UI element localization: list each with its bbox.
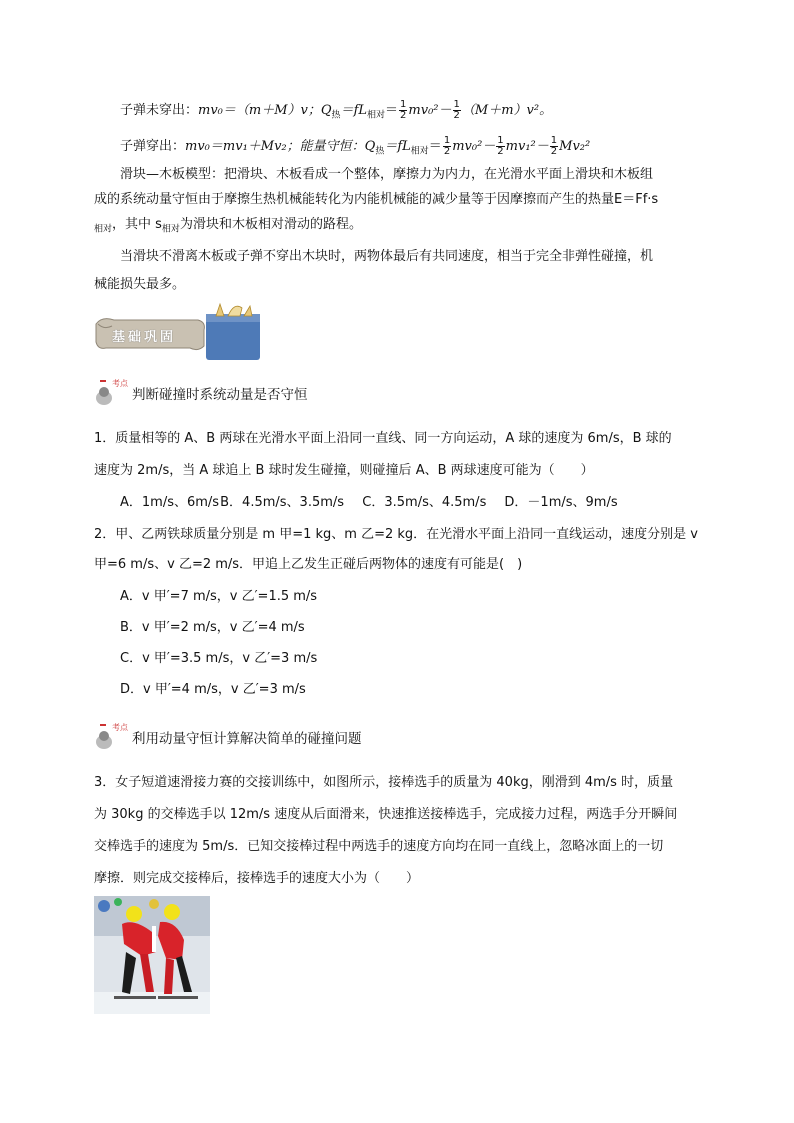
option-a[interactable]: A．1m/s、6m/s bbox=[120, 495, 220, 510]
equation-exit: 子弹穿出：mv₀＝mv₁＋Mv₂；能量守恒：$Q_热=fL_{相对}=$ $\frac{1}{2}$ mv₀²－ $\frac{1}{2}$ mv₁²－ $\frac{1}{2}$ Mv₂² bbox=[120, 135, 591, 157]
question-1-line: 1．质量相等的 A、B 两球在光滑水平面上沿同一直线、同一方向运动，A 球的速度为 6m/s，B 球的 bbox=[94, 431, 672, 446]
question-2-line: 2．甲、乙两铁球质量分别是 m 甲=1 kg、m 乙=2 kg．在光滑水平面上沿同一直线运动，速度分别是 v bbox=[94, 527, 698, 542]
fraction: $\frac{1}{2}$ bbox=[400, 99, 407, 121]
paragraph-line: 滑块—木板模型：把滑块、木板看成一个整体，摩擦力为内力，在光滑水平面上滑块和木板组 bbox=[120, 167, 654, 182]
paragraph-line: 当滑块不滑离木板或子弹不穿出木块时，两物体最后有共同速度，相当于完全非弹性碰撞，机 bbox=[120, 249, 654, 264]
option-c[interactable]: C．v 甲′=3.5 m/s，v 乙′=3 m/s bbox=[120, 651, 318, 666]
question-2-line: 甲=6 m/s、v 乙=2 m/s．甲追上乙发生正碰后两物体的速度有可能是( ) bbox=[94, 557, 523, 572]
option-b[interactable]: B．4.5m/s、3.5m/s bbox=[220, 495, 345, 510]
topic-title: 利用动量守恒计算解决简单的碰撞问题 bbox=[132, 731, 362, 747]
section-banner bbox=[94, 302, 266, 362]
kaodian-label: 考点 bbox=[112, 723, 128, 732]
option-a[interactable]: A．v 甲′=7 m/s，v 乙′=1.5 m/s bbox=[120, 589, 318, 604]
option-c[interactable]: C．3.5m/s、4.5m/s bbox=[362, 495, 487, 510]
topic-heading bbox=[94, 378, 308, 408]
question-3-line: 3．女子短道速滑接力赛的交接训练中，如图所示，接棒选手的质量为 40kg，刚滑到 4m/s 时，质量 bbox=[94, 775, 674, 790]
fraction: $\frac{1}{2}$ bbox=[550, 135, 558, 157]
question-1-line: 速度为 2m/s，当 A 球追上 B 球时发生碰撞，则碰撞后 A、B 两球速度可能为（ ） bbox=[94, 463, 594, 478]
option-b[interactable]: B．v 甲′=2 m/s，v 乙′=4 m/s bbox=[120, 620, 305, 635]
topic-title: 判断碰撞时系统动量是否守恒 bbox=[132, 387, 308, 403]
question-3-line: 摩擦．则完成交接棒后，接棒选手的速度大小为（ ） bbox=[94, 871, 420, 886]
speed-skaters-photo bbox=[94, 896, 210, 1014]
question-3-line: 为 30kg 的交棒选手以 12m/s 速度从后面滑来，快速推送接棒选手，完成接力过程，两选手分开瞬间 bbox=[94, 807, 678, 822]
fraction: $\frac{1}{2}$ bbox=[497, 135, 504, 157]
banner-label: 基础巩固 bbox=[112, 330, 177, 345]
fraction: $\frac{1}{2}$ bbox=[443, 135, 451, 157]
question-3-line: 交棒选手的速度为 5m/s．已知交接棒过程中两选手的速度方向均在同一直线上，忽略冰面上的一切 bbox=[94, 839, 664, 854]
kaodian-icon bbox=[94, 722, 130, 752]
topic-heading bbox=[94, 722, 362, 752]
question-1-options bbox=[120, 494, 618, 512]
kaodian-label: 考点 bbox=[112, 379, 128, 388]
paragraph-line: 械能损失最多。 bbox=[94, 277, 186, 292]
option-d[interactable]: D．v 甲′=4 m/s，v 乙′=3 m/s bbox=[120, 682, 306, 697]
kaodian-icon bbox=[94, 378, 130, 408]
paragraph-line: $_{相对}$，其中 $s_{相对}$为滑块和木板相对滑动的路程。 bbox=[94, 217, 362, 235]
fraction: $\frac{1}{2}$ bbox=[453, 99, 460, 121]
equation-no-exit: 子弹未穿出：mv₀＝（m＋M）v；$Q_热=fL_{相对}=$ $\frac{1}{2}$ mv₀²－ $\frac{1}{2}$ （M＋m）v²。 bbox=[120, 99, 553, 121]
paragraph-line: 成的系统动量守恒由于摩擦生热机械能转化为内能机械能的减少量等于因摩擦而产生的热量E＝Ff·s bbox=[94, 192, 659, 207]
option-d[interactable]: D．－1m/s、9m/s bbox=[504, 495, 618, 510]
